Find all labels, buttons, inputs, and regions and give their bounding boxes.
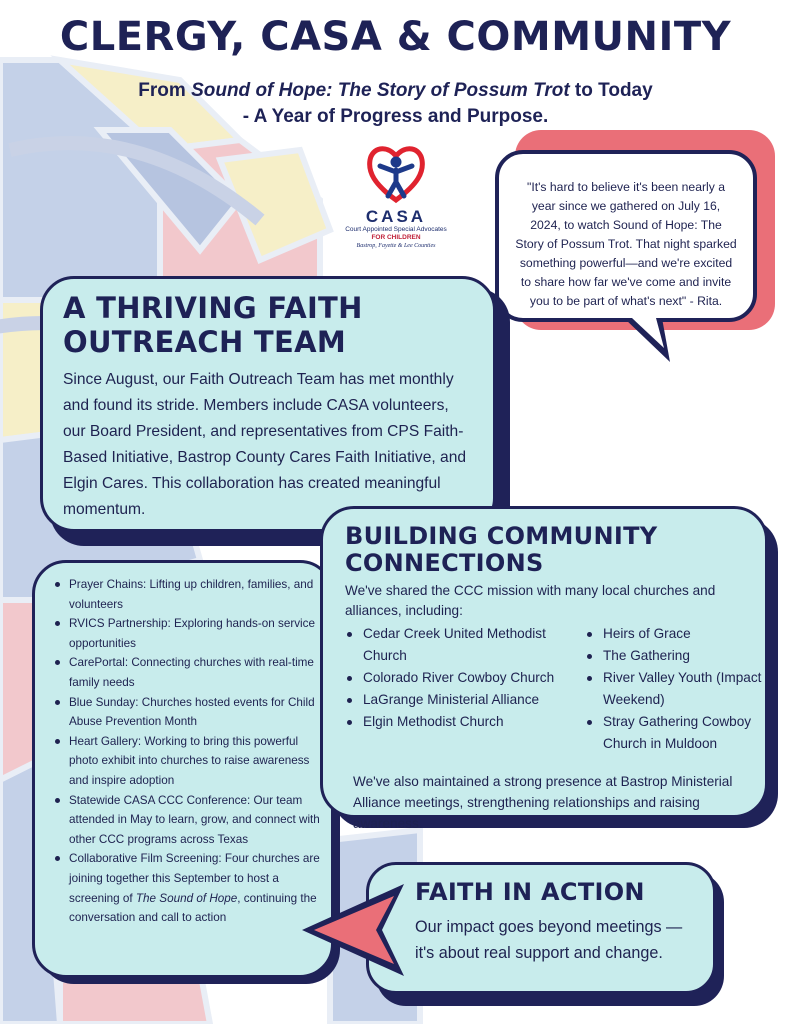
subtitle-line2: - A Year of Progress and Purpose. [242,106,549,127]
church-item: Elgin Methodist Church [345,711,575,733]
subtitle-film-title: Sound of Hope: The Story of Possum Trot [191,80,570,101]
church-item: Colorado River Cowboy Church [345,667,575,689]
page-title: CLERGY, CASA & COMMUNITY [59,14,732,60]
community-heading-line2: CONNECTIONS [345,549,544,577]
church-item: River Valley Youth (Impact Weekend) [585,667,765,711]
church-columns [345,623,762,763]
film-screening-prefix: Collaborative Film Screening: Four churches are joining together this September to host a screening of [69,852,320,905]
logo-tagline: Court Appointed Special Advocates [345,226,447,233]
initiatives-list [47,575,321,928]
logo-counties: Bastrop, Fayette & Lee Counties [356,243,436,249]
speech-bubble-tail-icon [620,318,680,364]
arrow-pointer-icon [298,880,408,980]
church-item: The Gathering [585,645,765,667]
initiative-item: Blue Sunday: Churches hosted events for Child Abuse Prevention Month [69,693,321,732]
initiative-item: RVICS Partnership: Exploring hands-on service opportunities [69,614,321,653]
casa-logo [336,142,456,268]
action-body: Our impact goes beyond meetings — it's about real support and change. [415,918,683,962]
initiative-item: Statewide CASA CCC Conference: Our team attended in May to learn, grow, and connect with other CCC programs across Texas [69,791,321,850]
community-outro: We've also maintained a strong presence at Bastrop Ministerial Alliance meetings, strengthening relationships and raising awareness. [353,774,733,831]
initiative-item: Prayer Chains: Lifting up children, families, and volunteers [69,575,321,614]
initiative-item-film-screening [69,849,321,927]
thriving-heading-line1: A THRIVING FAITH [63,291,363,325]
film-screening-title: The Sound of Hope [135,891,238,905]
initiative-item: CarePortal: Connecting churches with real-time family needs [69,653,321,692]
church-item: Cedar Creek United Methodist Church [345,623,575,667]
community-heading [345,523,751,577]
page-subtitle [0,78,791,130]
community-intro: We've shared the CCC mission with many local churches and alliances, including: [345,583,716,618]
quote-text: "It's hard to believe it's been nearly a year since we gathered on July 16, 2024, to watch Sound of Hope: The Story of Possum Trot. That night sparked something powerful—and we're excited to share how far we've come and invite you to be part of what's next" - Rita. [515,180,737,308]
church-list-right [585,623,765,755]
subtitle-prefix: From [138,80,192,101]
action-heading: FAITH IN ACTION [415,878,645,906]
church-item: Heirs of Grace [585,623,765,645]
thriving-heading-line2: OUTREACH TEAM [63,325,347,359]
film-screening-suffix: , continuing the conversation and call to action [69,891,317,925]
thriving-body: Since August, our Faith Outreach Team has met monthly and found its stride. Members include CASA volunteers, our Board President, and representatives from CPS Faith-Based Initiative, Bastrop County Cares Faith Initiative, and Elgin Cares. This collaboration has created meaningful momentum. [63,371,467,518]
action-panel [366,862,716,994]
thriving-heading [63,291,475,359]
church-item: Stray Gathering Cowboy Church in Muldoon [585,711,765,755]
church-item: LaGrange Ministerial Alliance [345,689,575,711]
thriving-panel [40,276,496,532]
community-panel [320,506,768,831]
community-heading-line1: BUILDING COMMUNITY [345,522,658,550]
casa-heart-figure-icon [366,142,426,206]
initiatives-panel [32,560,334,978]
quote-bubble [495,150,757,322]
logo-for-children: FOR CHILDREN [371,234,421,241]
logo-wordmark: CASA [365,207,427,226]
initiative-item: Heart Gallery: Working to bring this powerful photo exhibit into churches to raise awareness and inspire adoption [69,732,321,791]
subtitle-suffix: to Today [569,80,653,101]
church-list-left [345,623,575,733]
